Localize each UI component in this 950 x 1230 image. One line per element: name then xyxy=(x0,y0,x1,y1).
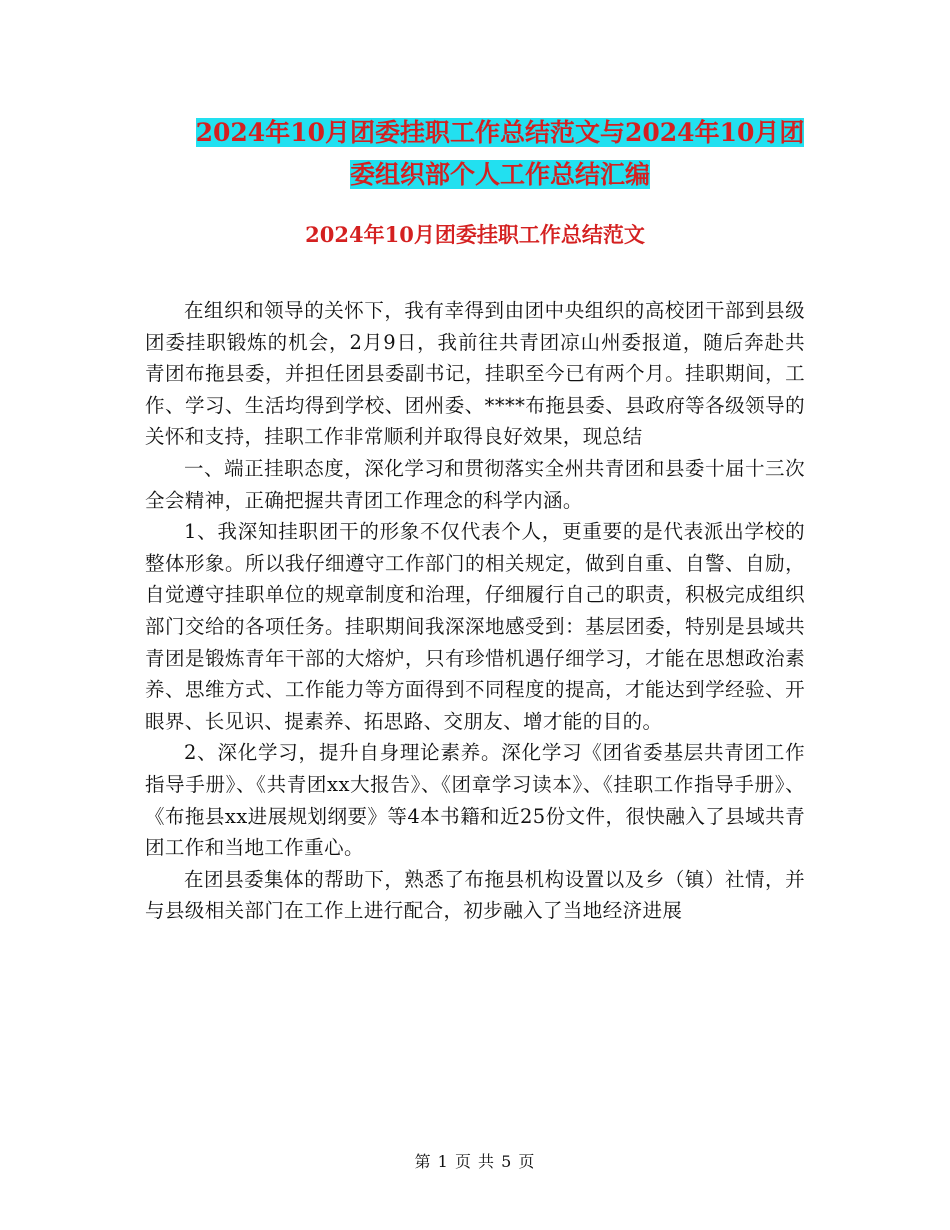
paragraph-heading-one: 一、端正挂职态度，深化学习和贯彻落实全州共青团和县委十届十三次全会精神，正确把握共青团工作理念的科学内涵。 xyxy=(145,456,805,512)
document-title-line-2: 委组织部个人工作总结汇编 xyxy=(349,160,650,189)
document-title xyxy=(130,112,870,196)
paragraph-point-two: 2、深化学习，提升自身理论素养。深化学习《团省委基层共青团工作指导手册》、《共青团xx大报告》、《团章学习读本》、《挂职工作指导手册》、《布拖县xx进展规划纲要》等4本书籍和近25份文件，很快融入了县域共青团工作和当地工作重心。 xyxy=(145,741,805,860)
paragraph-intro: 在组织和领导的关怀下，我有幸得到由团中央组织的高校团干部到县级团委挂职锻炼的机会，2月9日，我前往共青团凉山州委报道，随后奔赴共青团布拖县委，并担任团县委副书记，挂职至今已有两个月。挂职期间，工作、学习、生活均得到学校、团州委、****布拖县委、县政府等各级领导的关怀和支持，挂职工作非常顺利并取得良好效果，现总结 xyxy=(145,299,805,449)
document-body xyxy=(145,295,805,927)
document-title-line-1: 2024年10月团委挂职工作总结范文与2024年10月团 xyxy=(195,118,805,147)
paragraph-point-one: 1、我深知挂职团干的形象不仅代表个人，更重要的是代表派出学校的整体形象。所以我仔细遵守工作部门的相关规定，做到自重、自警、自励，自觉遵守挂职单位的规章制度和治理，仔细履行自己的职责，积极完成组织部门交给的各项任务。挂职期间我深深地感受到：基层团委，特别是县域共青团是锻炼青年干部的大熔炉，只有珍惜机遇仔细学习，才能在思想政治素养、思维方式、工作能力等方面得到不同程度的提高，才能达到学经验、开眼界、长见识、提素养、拓思路、交朋友、增才能的目的。 xyxy=(145,520,805,733)
paragraph-continuation: 在团县委集体的帮助下，熟悉了布拖县机构设置以及乡（镇）社情，并与县级相关部门在工作上进行配合，初步融入了当地经济进展 xyxy=(145,867,805,923)
section-title: 2024年10月团委挂职工作总结范文 xyxy=(305,222,645,247)
page-footer: 第 1 页 共 5 页 xyxy=(414,1152,536,1171)
